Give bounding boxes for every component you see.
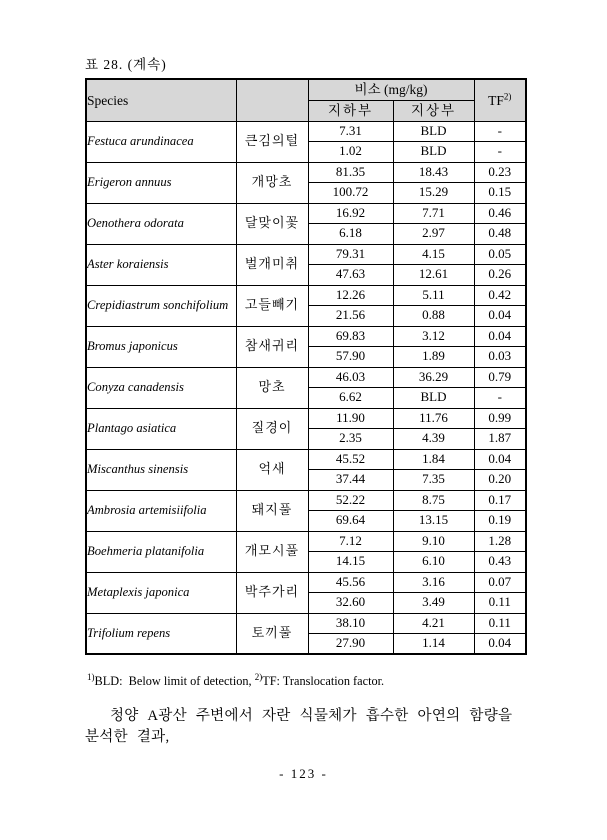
underground-value: 37.44 xyxy=(308,470,393,491)
tf-value: - xyxy=(474,121,526,142)
underground-value: 6.62 xyxy=(308,388,393,409)
underground-value: 81.35 xyxy=(308,162,393,183)
tf-value: 0.04 xyxy=(474,326,526,347)
table-row xyxy=(86,162,526,183)
tf-value: 0.43 xyxy=(474,552,526,573)
underground-value: 46.03 xyxy=(308,367,393,388)
footnote-text-2: TF: Translocation factor. xyxy=(262,674,385,688)
footnote-text-1: BLD: Below limit of detection, xyxy=(94,674,255,688)
korean-name: 망초 xyxy=(236,367,308,408)
table-footnote xyxy=(87,671,529,689)
korean-name: 개모시풀 xyxy=(236,531,308,572)
tf-value: 0.15 xyxy=(474,183,526,204)
header-row-1 xyxy=(86,79,526,100)
underground-value: 45.52 xyxy=(308,449,393,470)
species-name: Metaplexis japonica xyxy=(86,572,236,613)
species-name: Erigeron annuus xyxy=(86,162,236,203)
underground-value: 6.18 xyxy=(308,224,393,245)
underground-value: 47.63 xyxy=(308,265,393,286)
tf-value: 0.19 xyxy=(474,511,526,532)
species-name: Aster koraiensis xyxy=(86,244,236,285)
table-row xyxy=(86,121,526,142)
page-number: - 123 - xyxy=(279,766,328,781)
tf-value: 0.04 xyxy=(474,449,526,470)
species-name: Oenothera odorata xyxy=(86,203,236,244)
korean-name: 큰김의털 xyxy=(236,121,308,162)
table-body xyxy=(86,121,526,654)
tf-value: 0.04 xyxy=(474,634,526,655)
aboveground-value: 7.71 xyxy=(393,203,474,224)
tf-value: 0.99 xyxy=(474,408,526,429)
tf-value: 0.20 xyxy=(474,470,526,491)
tf-value: 0.46 xyxy=(474,203,526,224)
aboveground-value: 5.11 xyxy=(393,285,474,306)
korean-name: 질경이 xyxy=(236,408,308,449)
col-header-species: Species xyxy=(86,79,236,121)
tf-value: 0.17 xyxy=(474,490,526,511)
aboveground-value: 7.35 xyxy=(393,470,474,491)
table-row xyxy=(86,449,526,470)
underground-value: 7.31 xyxy=(308,121,393,142)
underground-value: 14.15 xyxy=(308,552,393,573)
underground-value: 45.56 xyxy=(308,572,393,593)
underground-value: 32.60 xyxy=(308,593,393,614)
aboveground-value: 8.75 xyxy=(393,490,474,511)
korean-name: 토끼풀 xyxy=(236,613,308,654)
table-row xyxy=(86,203,526,224)
underground-value: 69.83 xyxy=(308,326,393,347)
underground-value: 16.92 xyxy=(308,203,393,224)
underground-value: 100.72 xyxy=(308,183,393,204)
tf-value: 0.48 xyxy=(474,224,526,245)
table-row xyxy=(86,408,526,429)
aboveground-value: 1.84 xyxy=(393,449,474,470)
aboveground-value: 13.15 xyxy=(393,511,474,532)
species-name: Boehmeria platanifolia xyxy=(86,531,236,572)
korean-name: 벌개미취 xyxy=(236,244,308,285)
table-caption: 표 28. (계속) xyxy=(85,57,167,72)
underground-value: 21.56 xyxy=(308,306,393,327)
col-header-arsenic-group: 비소 (mg/kg) xyxy=(308,79,474,100)
aboveground-value: 12.61 xyxy=(393,265,474,286)
korean-name: 참새귀리 xyxy=(236,326,308,367)
aboveground-value: 11.76 xyxy=(393,408,474,429)
species-name: Bromus japonicus xyxy=(86,326,236,367)
korean-name: 돼지풀 xyxy=(236,490,308,531)
underground-value: 69.64 xyxy=(308,511,393,532)
korean-name: 개망초 xyxy=(236,162,308,203)
underground-value: 27.90 xyxy=(308,634,393,655)
tf-value: - xyxy=(474,388,526,409)
aboveground-value: 1.89 xyxy=(393,347,474,368)
col-header-tf xyxy=(474,79,526,121)
tf-value: 0.79 xyxy=(474,367,526,388)
tf-value: 0.23 xyxy=(474,162,526,183)
tf-value: 0.03 xyxy=(474,347,526,368)
underground-value: 52.22 xyxy=(308,490,393,511)
aboveground-value: BLD xyxy=(393,388,474,409)
aboveground-value: 0.88 xyxy=(393,306,474,327)
korean-name: 고들빼기 xyxy=(236,285,308,326)
col-header-aboveground: 지상부 xyxy=(393,100,474,121)
table-row xyxy=(86,613,526,634)
species-name: Conyza canadensis xyxy=(86,367,236,408)
tf-value: 0.05 xyxy=(474,244,526,265)
underground-value: 11.90 xyxy=(308,408,393,429)
table-row xyxy=(86,531,526,552)
table-row xyxy=(86,285,526,306)
col-header-korean-name xyxy=(236,79,308,121)
aboveground-value: 2.97 xyxy=(393,224,474,245)
table-row xyxy=(86,572,526,593)
tf-value: 0.11 xyxy=(474,613,526,634)
underground-value: 2.35 xyxy=(308,429,393,450)
species-name: Ambrosia artemisiifolia xyxy=(86,490,236,531)
tf-value: 0.26 xyxy=(474,265,526,286)
table-header xyxy=(86,79,526,121)
tf-value: 1.87 xyxy=(474,429,526,450)
aboveground-value: 3.12 xyxy=(393,326,474,347)
species-name: Trifolium repens xyxy=(86,613,236,654)
underground-value: 79.31 xyxy=(308,244,393,265)
table-row xyxy=(86,326,526,347)
aboveground-value: 3.49 xyxy=(393,593,474,614)
aboveground-value: 4.15 xyxy=(393,244,474,265)
underground-value: 57.90 xyxy=(308,347,393,368)
aboveground-value: 15.29 xyxy=(393,183,474,204)
col-header-underground: 지하부 xyxy=(308,100,393,121)
species-name: Festuca arundinacea xyxy=(86,121,236,162)
aboveground-value: 4.21 xyxy=(393,613,474,634)
aboveground-value: 36.29 xyxy=(393,367,474,388)
underground-value: 12.26 xyxy=(308,285,393,306)
tf-value: 0.07 xyxy=(474,572,526,593)
table-row xyxy=(86,244,526,265)
aboveground-value: 4.39 xyxy=(393,429,474,450)
tf-value: 1.28 xyxy=(474,531,526,552)
arsenic-content-table xyxy=(85,78,527,655)
aboveground-value: 9.10 xyxy=(393,531,474,552)
table-row xyxy=(86,367,526,388)
tf-value: - xyxy=(474,142,526,163)
aboveground-value: 3.16 xyxy=(393,572,474,593)
species-name: Plantago asiatica xyxy=(86,408,236,449)
species-name: Crepidiastrum sonchifolium xyxy=(86,285,236,326)
body-paragraph: 청양 A광산 주변에서 자란 식물체가 흡수한 아연의 함량을 분석한 결과, xyxy=(85,708,513,745)
korean-name: 달맞이꽃 xyxy=(236,203,308,244)
underground-value: 1.02 xyxy=(308,142,393,163)
species-name: Miscanthus sinensis xyxy=(86,449,236,490)
tf-value: 0.42 xyxy=(474,285,526,306)
aboveground-value: BLD xyxy=(393,142,474,163)
tf-label: TF xyxy=(488,92,504,108)
underground-value: 7.12 xyxy=(308,531,393,552)
aboveground-value: 6.10 xyxy=(393,552,474,573)
tf-value: 0.04 xyxy=(474,306,526,327)
aboveground-value: BLD xyxy=(393,121,474,142)
korean-name: 박주가리 xyxy=(236,572,308,613)
underground-value: 38.10 xyxy=(308,613,393,634)
korean-name: 억새 xyxy=(236,449,308,490)
table-row xyxy=(86,490,526,511)
aboveground-value: 18.43 xyxy=(393,162,474,183)
footnote-sup-1: 1) xyxy=(87,671,95,682)
aboveground-value: 1.14 xyxy=(393,634,474,655)
tf-value: 0.11 xyxy=(474,593,526,614)
footnote-sup-2: 2) xyxy=(254,671,263,682)
tf-superscript: 2) xyxy=(503,91,512,102)
